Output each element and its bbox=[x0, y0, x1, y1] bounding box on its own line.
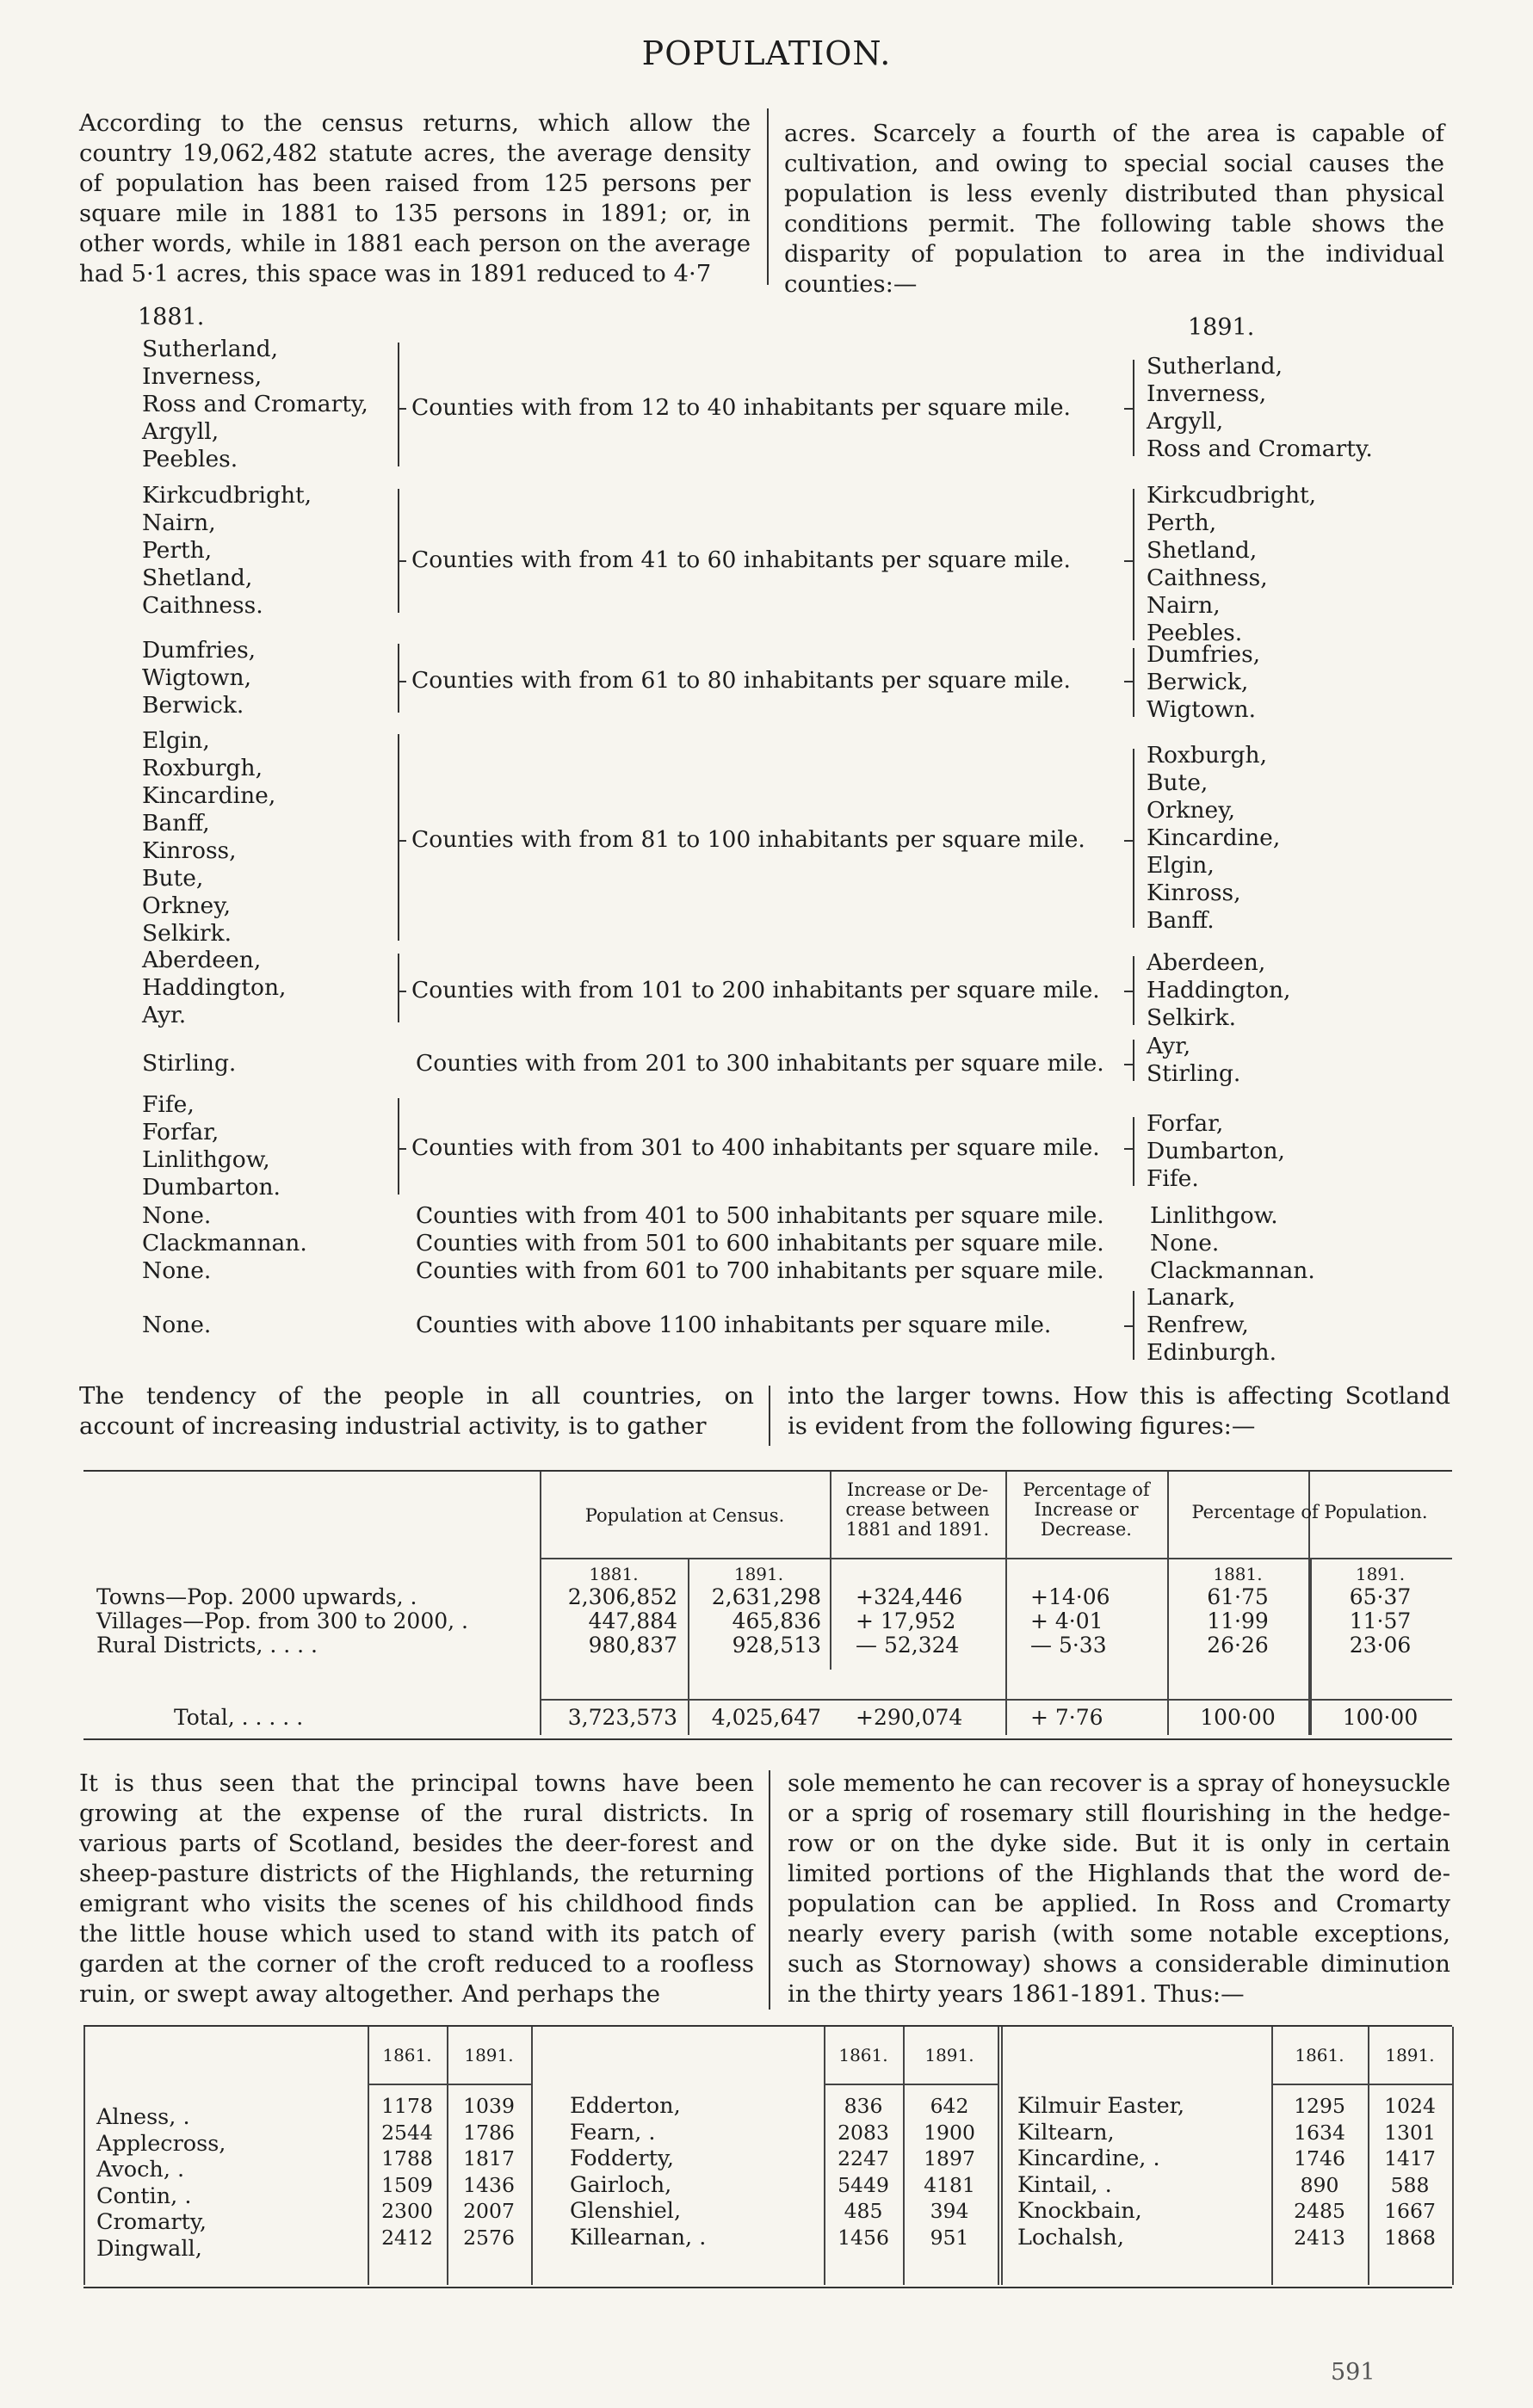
parish-name: Contin, . bbox=[96, 2183, 192, 2209]
county-1881: Ayr. bbox=[142, 1002, 187, 1028]
text-line: or a sprig of rosemary still flourishing in the hedge- bbox=[788, 1800, 1450, 1827]
county-1891: Kincardine, bbox=[1147, 824, 1281, 851]
cell-pct: — 5·33 bbox=[1030, 1633, 1107, 1658]
value-1861: 1509 bbox=[381, 2172, 433, 2197]
county-1891: Edinburgh. bbox=[1147, 1339, 1277, 1366]
text-line: row or on the dyke side. But it is only in certain bbox=[788, 1830, 1450, 1857]
left-brace-tip bbox=[398, 408, 406, 410]
header-census: Population at Census. bbox=[584, 1505, 785, 1526]
county-1881: Sutherland, bbox=[142, 336, 279, 362]
value-1891: 1417 bbox=[1384, 2146, 1436, 2170]
parish-1891 bbox=[447, 2093, 531, 2251]
cell-p1881: 2,306,852 bbox=[567, 1584, 677, 1609]
table-rule bbox=[824, 2084, 998, 2085]
text-line: The tendency of the people in all countries, on bbox=[79, 1382, 754, 1410]
table-rule bbox=[531, 2027, 533, 2285]
value-1891: 1301 bbox=[1384, 2120, 1436, 2145]
county-1891: Sutherland, bbox=[1147, 353, 1283, 380]
county-1881: Perth, bbox=[142, 537, 213, 564]
parish-name: Kincardine, . bbox=[1017, 2146, 1160, 2171]
county-1891: Selkirk. bbox=[1147, 1004, 1236, 1031]
parish-name: Kintail, . bbox=[1017, 2171, 1112, 2198]
total-s1891: 100·00 bbox=[1342, 1705, 1419, 1730]
county-1881: Fife, bbox=[142, 1091, 195, 1118]
body-left-column bbox=[79, 1769, 754, 2010]
parish-name: Fearn, . bbox=[570, 2119, 656, 2146]
text-line: in the thirty years 1861-1891. Thus:— bbox=[788, 1980, 1245, 2008]
header-line: crease between bbox=[845, 1499, 990, 1520]
county-1891: Banff. bbox=[1147, 907, 1215, 934]
county-1891: Clackmannan. bbox=[1150, 1257, 1315, 1284]
text-line: growing at the expense of the rural districts. In bbox=[79, 1800, 754, 1827]
right-brace bbox=[1133, 648, 1147, 717]
county-1891: Peebles. bbox=[1147, 620, 1243, 646]
density-description: Counties with from 41 to 60 inhabitants per square mile. bbox=[411, 546, 1071, 573]
value-1891: 2007 bbox=[463, 2199, 515, 2223]
right-brace bbox=[1133, 1291, 1147, 1360]
county-1891: Roxburgh, bbox=[1147, 742, 1268, 769]
text-line: disparity of population to area in the individual bbox=[784, 240, 1444, 268]
county-1881: Bute, bbox=[142, 865, 204, 892]
value-1861: 485 bbox=[844, 2199, 883, 2223]
value-1891: 394 bbox=[930, 2199, 969, 2223]
counties-1881 bbox=[142, 727, 275, 948]
header-pct-change bbox=[1005, 1480, 1167, 1540]
density-description: Counties with from 601 to 700 inhabitants per square mile. bbox=[416, 1257, 1104, 1284]
counties-1891 bbox=[1147, 641, 1260, 724]
density-description: Counties with from 401 to 500 inhabitants per square mile. bbox=[416, 1202, 1104, 1229]
county-1891: Perth, bbox=[1147, 509, 1217, 536]
left-brace-tip bbox=[398, 991, 406, 992]
parish-name: Cromarty, bbox=[96, 2209, 207, 2235]
parish-1861 bbox=[1271, 2093, 1368, 2251]
parish-name: Knockbain, bbox=[1017, 2198, 1142, 2224]
parish-name: Kiltearn, bbox=[1017, 2119, 1115, 2146]
counties-1891 bbox=[1147, 1033, 1240, 1088]
cell-p1891: 2,631,298 bbox=[711, 1584, 821, 1609]
table-rule bbox=[540, 1558, 1452, 1559]
header-change bbox=[830, 1480, 1005, 1540]
county-1881: Banff, bbox=[142, 810, 210, 837]
year-1881-label: 1881. bbox=[138, 304, 205, 330]
county-1891: Wigtown. bbox=[1147, 696, 1256, 723]
year-header: 1881. bbox=[589, 1564, 639, 1584]
right-brace bbox=[1133, 749, 1147, 928]
year-header: 1891. bbox=[924, 2045, 974, 2065]
county-1891: Ross and Cromarty. bbox=[1147, 435, 1373, 462]
value-1861: 836 bbox=[844, 2094, 883, 2118]
left-brace bbox=[386, 1098, 399, 1195]
text-line: the little house which used to stand with its patch of bbox=[79, 1920, 754, 1948]
county-1881: Kirkcudbright, bbox=[142, 482, 312, 509]
year-header: 1861. bbox=[382, 2045, 432, 2065]
county-1881: Dumfries, bbox=[142, 637, 257, 664]
counties-1891 bbox=[1150, 1230, 1219, 1257]
right-brace-tip bbox=[1124, 1064, 1133, 1065]
header-line: Increase or De- bbox=[846, 1479, 989, 1500]
right-brace-tip bbox=[1124, 681, 1133, 682]
parish-name: Fodderty, bbox=[570, 2146, 674, 2171]
cell-change: — 52,324 bbox=[856, 1633, 960, 1658]
row-label: Rural Districts, . . . . bbox=[96, 1633, 318, 1658]
counties-1881 bbox=[142, 1312, 211, 1339]
right-brace bbox=[1133, 1040, 1147, 1081]
county-1881: Forfar, bbox=[142, 1119, 219, 1145]
county-1881: None. bbox=[142, 1257, 212, 1284]
value-1891: 951 bbox=[930, 2225, 969, 2250]
density-description: Counties with from 81 to 100 inhabitants per square mile. bbox=[411, 826, 1085, 853]
county-1891: Argyll, bbox=[1147, 408, 1224, 435]
cell-s1881: 11·99 bbox=[1207, 1608, 1269, 1633]
county-1891: Shetland, bbox=[1147, 537, 1258, 564]
value-1861: 5449 bbox=[838, 2172, 889, 2197]
table-rule bbox=[998, 2027, 999, 2285]
cell-s1891: 23·06 bbox=[1349, 1633, 1412, 1658]
cell-pct: + 4·01 bbox=[1030, 1608, 1103, 1633]
text-line: such as Stornoway) shows a considerable diminution bbox=[788, 1950, 1450, 1978]
page-title: POPULATION. bbox=[641, 34, 892, 72]
parish-1891 bbox=[903, 2093, 996, 2251]
value-1891: 1024 bbox=[1384, 2094, 1436, 2118]
text-line: is evident from the following figures:— bbox=[788, 1412, 1256, 1440]
counties-1881 bbox=[142, 1257, 211, 1285]
right-brace bbox=[1133, 956, 1147, 1025]
column-divider bbox=[769, 1770, 770, 2010]
county-1891: Haddington, bbox=[1147, 977, 1291, 1003]
parish-table bbox=[83, 2025, 1452, 2288]
header-line: 1881 and 1891. bbox=[845, 1519, 990, 1540]
text-line: sheep-pasture districts of the Highlands, the returning bbox=[79, 1860, 754, 1887]
value-1891: 1039 bbox=[463, 2094, 515, 2118]
county-1881: Inverness, bbox=[142, 363, 263, 390]
total-s1881: 100·00 bbox=[1200, 1705, 1276, 1730]
parish-name: Edderton, bbox=[570, 2093, 681, 2119]
right-brace bbox=[1133, 1117, 1147, 1186]
counties-1891 bbox=[1147, 1284, 1276, 1367]
text-line: various parts of Scotland, besides the deer-forest and bbox=[79, 1830, 754, 1857]
value-1861: 2247 bbox=[838, 2146, 889, 2170]
county-1891: Linlithgow. bbox=[1150, 1202, 1278, 1229]
text-line: of population has been raised from 125 persons per bbox=[79, 170, 751, 197]
parish-1861 bbox=[368, 2093, 447, 2251]
text-line: According to the census returns, which allow the bbox=[79, 109, 751, 137]
parish-name: Avoch, . bbox=[96, 2157, 185, 2183]
text-line: other words, while in 1881 each person on the average bbox=[79, 230, 751, 257]
density-description: Counties with from 12 to 40 inhabitants per square mile. bbox=[411, 394, 1071, 421]
text-line: conditions permit. The following table shows the bbox=[784, 210, 1444, 238]
county-1881: Orkney, bbox=[142, 892, 232, 919]
intro-left-column bbox=[79, 108, 751, 289]
counties-1881 bbox=[142, 1091, 281, 1201]
density-description: Counties with from 201 to 300 inhabitants per square mile. bbox=[416, 1050, 1104, 1077]
value-1861: 2083 bbox=[838, 2120, 889, 2145]
counties-1891 bbox=[1147, 742, 1280, 935]
value-1891: 1897 bbox=[924, 2146, 975, 2170]
cell-pct: +14·06 bbox=[1030, 1584, 1110, 1609]
text-line: It is thus seen that the principal towns have been bbox=[79, 1769, 754, 1797]
year-header: 1891. bbox=[464, 2045, 514, 2065]
value-1891: 642 bbox=[930, 2094, 969, 2118]
parish-name: Killearnan, . bbox=[570, 2224, 707, 2251]
population-table bbox=[83, 1470, 1452, 1740]
value-1891: 588 bbox=[1390, 2172, 1430, 2197]
total-p1891: 4,025,647 bbox=[711, 1705, 821, 1730]
right-brace-tip bbox=[1124, 840, 1133, 842]
header-pct-pop: Percentage of Population. bbox=[1191, 1502, 1428, 1522]
table-rule bbox=[1271, 2084, 1452, 2085]
parish-names bbox=[570, 2093, 706, 2251]
value-1891: 1667 bbox=[1384, 2199, 1436, 2223]
cell-p1891: 928,513 bbox=[732, 1633, 821, 1658]
county-1881: Selkirk. bbox=[142, 920, 232, 947]
value-1891: 1436 bbox=[463, 2172, 515, 2197]
value-1891: 1900 bbox=[924, 2120, 975, 2145]
county-1881: None. bbox=[142, 1202, 212, 1229]
county-1891: Dumbarton, bbox=[1147, 1138, 1285, 1164]
total-p1881: 3,723,573 bbox=[567, 1705, 677, 1730]
counties-1891 bbox=[1147, 482, 1316, 647]
county-1891: Kinross, bbox=[1147, 880, 1241, 906]
value-1891: 4181 bbox=[924, 2172, 975, 2197]
table-rule bbox=[368, 2084, 531, 2085]
density-description: Counties with above 1100 inhabitants per square mile. bbox=[416, 1312, 1052, 1338]
county-1881: Argyll, bbox=[142, 418, 219, 445]
counties-1881 bbox=[142, 1202, 211, 1230]
year-header: 1891. bbox=[1355, 1564, 1406, 1584]
county-1891: Orkney, bbox=[1147, 797, 1236, 824]
counties-1881 bbox=[142, 947, 286, 1029]
value-1861: 2544 bbox=[381, 2120, 433, 2145]
county-1881: Berwick. bbox=[142, 692, 244, 719]
total-pct: + 7·76 bbox=[1030, 1705, 1103, 1730]
value-1861: 1634 bbox=[1294, 2120, 1345, 2145]
parish-name: Glenshiel, bbox=[570, 2198, 682, 2224]
table-rule bbox=[1001, 2027, 1003, 2285]
left-brace-tip bbox=[398, 1148, 406, 1150]
left-brace-tip bbox=[398, 560, 406, 562]
left-brace-tip bbox=[398, 840, 406, 842]
counties-1881 bbox=[142, 637, 256, 719]
left-brace-tip bbox=[398, 681, 406, 682]
parish-names bbox=[1017, 2093, 1184, 2251]
right-brace-tip bbox=[1124, 1148, 1133, 1150]
parish-name: Lochalsh, bbox=[1017, 2224, 1124, 2251]
county-1881: None. bbox=[142, 1312, 212, 1338]
left-brace bbox=[386, 343, 399, 466]
density-description: Counties with from 61 to 80 inhabitants per square mile. bbox=[411, 667, 1071, 694]
intro-right-column bbox=[784, 119, 1444, 299]
county-1881: Peebles. bbox=[142, 446, 238, 472]
text-line: nearly every parish (with some notable exceptions, bbox=[788, 1920, 1450, 1948]
county-1881: Kincardine, bbox=[142, 782, 276, 809]
text-line: cultivation, and owing to special social causes the bbox=[784, 150, 1444, 177]
row-label: Towns—Pop. 2000 upwards, . bbox=[96, 1584, 417, 1609]
value-1891: 1868 bbox=[1384, 2225, 1436, 2250]
right-brace bbox=[1133, 360, 1147, 456]
counties-1891 bbox=[1147, 949, 1290, 1032]
body-right-column bbox=[788, 1769, 1450, 2010]
county-1891: Caithness, bbox=[1147, 565, 1268, 591]
left-brace bbox=[386, 489, 399, 613]
left-brace bbox=[386, 734, 399, 941]
county-1891: Renfrew, bbox=[1147, 1312, 1249, 1338]
county-1891: Lanark, bbox=[1147, 1284, 1236, 1311]
value-1861: 2300 bbox=[381, 2199, 433, 2223]
year-1891-label: 1891. bbox=[1188, 314, 1255, 341]
year-header: 1891. bbox=[733, 1564, 784, 1584]
left-brace bbox=[386, 644, 399, 713]
value-1861: 1788 bbox=[381, 2146, 433, 2170]
county-1881: Linlithgow, bbox=[142, 1146, 270, 1173]
year-header: 1861. bbox=[1295, 2045, 1344, 2065]
text-line: ruin, or swept away altogether. And perhaps the bbox=[79, 1980, 661, 2008]
county-1891: Berwick, bbox=[1147, 669, 1249, 695]
text-line: population can be applied. In Ross and Cromarty bbox=[788, 1890, 1450, 1917]
right-brace-tip bbox=[1124, 991, 1133, 992]
value-1861: 890 bbox=[1300, 2172, 1339, 2197]
table-rule bbox=[1452, 2027, 1454, 2285]
parish-name: Gairloch, bbox=[570, 2171, 672, 2198]
counties-1891 bbox=[1150, 1257, 1315, 1285]
parish-name: Alness, . bbox=[96, 2104, 190, 2130]
parish-name: Applecross, bbox=[96, 2130, 226, 2157]
value-1891: 1817 bbox=[463, 2146, 515, 2170]
county-1891: Inverness, bbox=[1147, 380, 1267, 407]
text-line: country 19,062,482 statute acres, the average density bbox=[79, 139, 751, 167]
left-brace bbox=[386, 954, 399, 1022]
county-1891: Fife. bbox=[1147, 1165, 1199, 1192]
county-1891: Nairn, bbox=[1147, 592, 1221, 619]
density-description: Counties with from 501 to 600 inhabitants per square mile. bbox=[416, 1230, 1104, 1256]
value-1861: 1746 bbox=[1294, 2146, 1345, 2170]
county-1881: Clackmannan. bbox=[142, 1230, 307, 1256]
county-1891: Stirling. bbox=[1147, 1060, 1241, 1087]
county-1881: Dumbarton. bbox=[142, 1174, 281, 1201]
page-number: 591 bbox=[1331, 2359, 1375, 2386]
value-1861: 1456 bbox=[838, 2225, 889, 2250]
counties-1891 bbox=[1147, 1110, 1285, 1193]
county-1891: Ayr, bbox=[1147, 1033, 1191, 1059]
county-1881: Ross and Cromarty, bbox=[142, 391, 368, 417]
year-header: 1861. bbox=[838, 2045, 888, 2065]
value-1861: 2412 bbox=[381, 2225, 433, 2250]
right-brace bbox=[1133, 489, 1147, 640]
tendency-left-column bbox=[79, 1381, 754, 1442]
table-rule bbox=[540, 1699, 1452, 1701]
county-1881: Wigtown, bbox=[142, 664, 251, 691]
county-1881: Aberdeen, bbox=[142, 947, 262, 973]
county-1891: Aberdeen, bbox=[1147, 949, 1266, 976]
text-line: square mile in 1881 to 135 persons in 1891; or, in bbox=[79, 200, 751, 227]
text-line: sole memento he can recover is a spray of honeysuckle bbox=[788, 1769, 1450, 1797]
county-1891: Forfar, bbox=[1147, 1110, 1224, 1137]
value-1891: 1786 bbox=[463, 2120, 515, 2145]
cell-s1891: 65·37 bbox=[1349, 1584, 1412, 1609]
parish-1861 bbox=[824, 2093, 903, 2251]
text-line: had 5·1 acres, this space was in 1891 reduced to 4·7 bbox=[79, 260, 712, 287]
year-header: 1891. bbox=[1385, 2045, 1435, 2065]
cell-s1881: 61·75 bbox=[1207, 1584, 1269, 1609]
text-line: emigrant who visits the scenes of his childhood finds bbox=[79, 1890, 754, 1917]
county-1891: Elgin, bbox=[1147, 852, 1215, 879]
tendency-right-column bbox=[788, 1381, 1450, 1442]
value-1891: 2576 bbox=[463, 2225, 515, 2250]
cell-p1881: 980,837 bbox=[588, 1633, 677, 1658]
county-1891: Kirkcudbright, bbox=[1147, 482, 1317, 509]
counties-1881 bbox=[142, 1050, 236, 1077]
text-line: into the larger towns. How this is affecting Scotland bbox=[788, 1382, 1450, 1410]
row-label: Villages—Pop. from 300 to 2000, . bbox=[96, 1608, 468, 1633]
table-rule bbox=[688, 1559, 689, 1735]
county-1881: Stirling. bbox=[142, 1050, 237, 1077]
header-line: Decrease. bbox=[1041, 1519, 1132, 1540]
county-1881: Shetland, bbox=[142, 565, 253, 591]
cell-s1881: 26·26 bbox=[1207, 1633, 1269, 1658]
cell-change: +324,446 bbox=[856, 1584, 963, 1609]
text-line: acres. Scarcely a fourth of the area is capable of bbox=[784, 120, 1444, 147]
cell-change: + 17,952 bbox=[856, 1608, 956, 1633]
county-1881: Elgin, bbox=[142, 727, 210, 754]
value-1861: 2485 bbox=[1294, 2199, 1345, 2223]
right-brace-tip bbox=[1124, 408, 1133, 410]
county-1891: None. bbox=[1150, 1230, 1220, 1256]
density-description: Counties with from 101 to 200 inhabitants per square mile. bbox=[411, 977, 1100, 1003]
total-change: +290,074 bbox=[856, 1705, 963, 1730]
parish-1891 bbox=[1368, 2093, 1452, 2251]
column-divider bbox=[769, 1386, 770, 1446]
counties-1891 bbox=[1147, 353, 1373, 463]
column-divider bbox=[767, 108, 769, 285]
cell-p1881: 447,884 bbox=[588, 1608, 677, 1633]
county-1881: Caithness. bbox=[142, 592, 263, 619]
county-1881: Haddington, bbox=[142, 974, 287, 1001]
counties-1881 bbox=[142, 1230, 307, 1257]
cell-s1891: 11·57 bbox=[1349, 1608, 1412, 1633]
county-1881: Roxburgh, bbox=[142, 755, 263, 781]
parish-names bbox=[96, 2104, 226, 2262]
table-rule bbox=[83, 2027, 85, 2285]
text-line: population is less evenly distributed than physical bbox=[784, 180, 1444, 207]
text-line: limited portions of the Highlands that the word de- bbox=[788, 1860, 1450, 1887]
counties-1891 bbox=[1150, 1202, 1278, 1230]
county-1891: Bute, bbox=[1147, 769, 1208, 796]
cell-p1891: 465,836 bbox=[732, 1608, 821, 1633]
header-line: Increase or bbox=[1034, 1499, 1139, 1520]
counties-1881 bbox=[142, 482, 312, 620]
county-1881: Kinross, bbox=[142, 837, 237, 864]
text-line: counties:— bbox=[784, 270, 918, 298]
parish-name: Kilmuir Easter, bbox=[1017, 2093, 1185, 2119]
value-1861: 1295 bbox=[1294, 2094, 1345, 2118]
county-1881: Nairn, bbox=[142, 509, 216, 536]
density-description: Counties with from 301 to 400 inhabitants per square mile. bbox=[411, 1134, 1100, 1161]
right-brace-tip bbox=[1124, 560, 1133, 562]
parish-name: Dingwall, bbox=[96, 2235, 202, 2262]
text-line: garden at the corner of the croft reduced to a roofless bbox=[79, 1950, 754, 1978]
counties-1881 bbox=[142, 336, 368, 473]
value-1861: 2413 bbox=[1294, 2225, 1345, 2250]
county-1891: Dumfries, bbox=[1147, 641, 1261, 668]
year-header: 1881. bbox=[1213, 1564, 1263, 1584]
right-brace-tip bbox=[1124, 1325, 1133, 1327]
header-line: Percentage of bbox=[1023, 1479, 1150, 1500]
total-label: Total, . . . . . bbox=[174, 1705, 304, 1730]
value-1861: 1178 bbox=[381, 2094, 433, 2118]
text-line: account of increasing industrial activity, is to gather bbox=[79, 1412, 707, 1440]
